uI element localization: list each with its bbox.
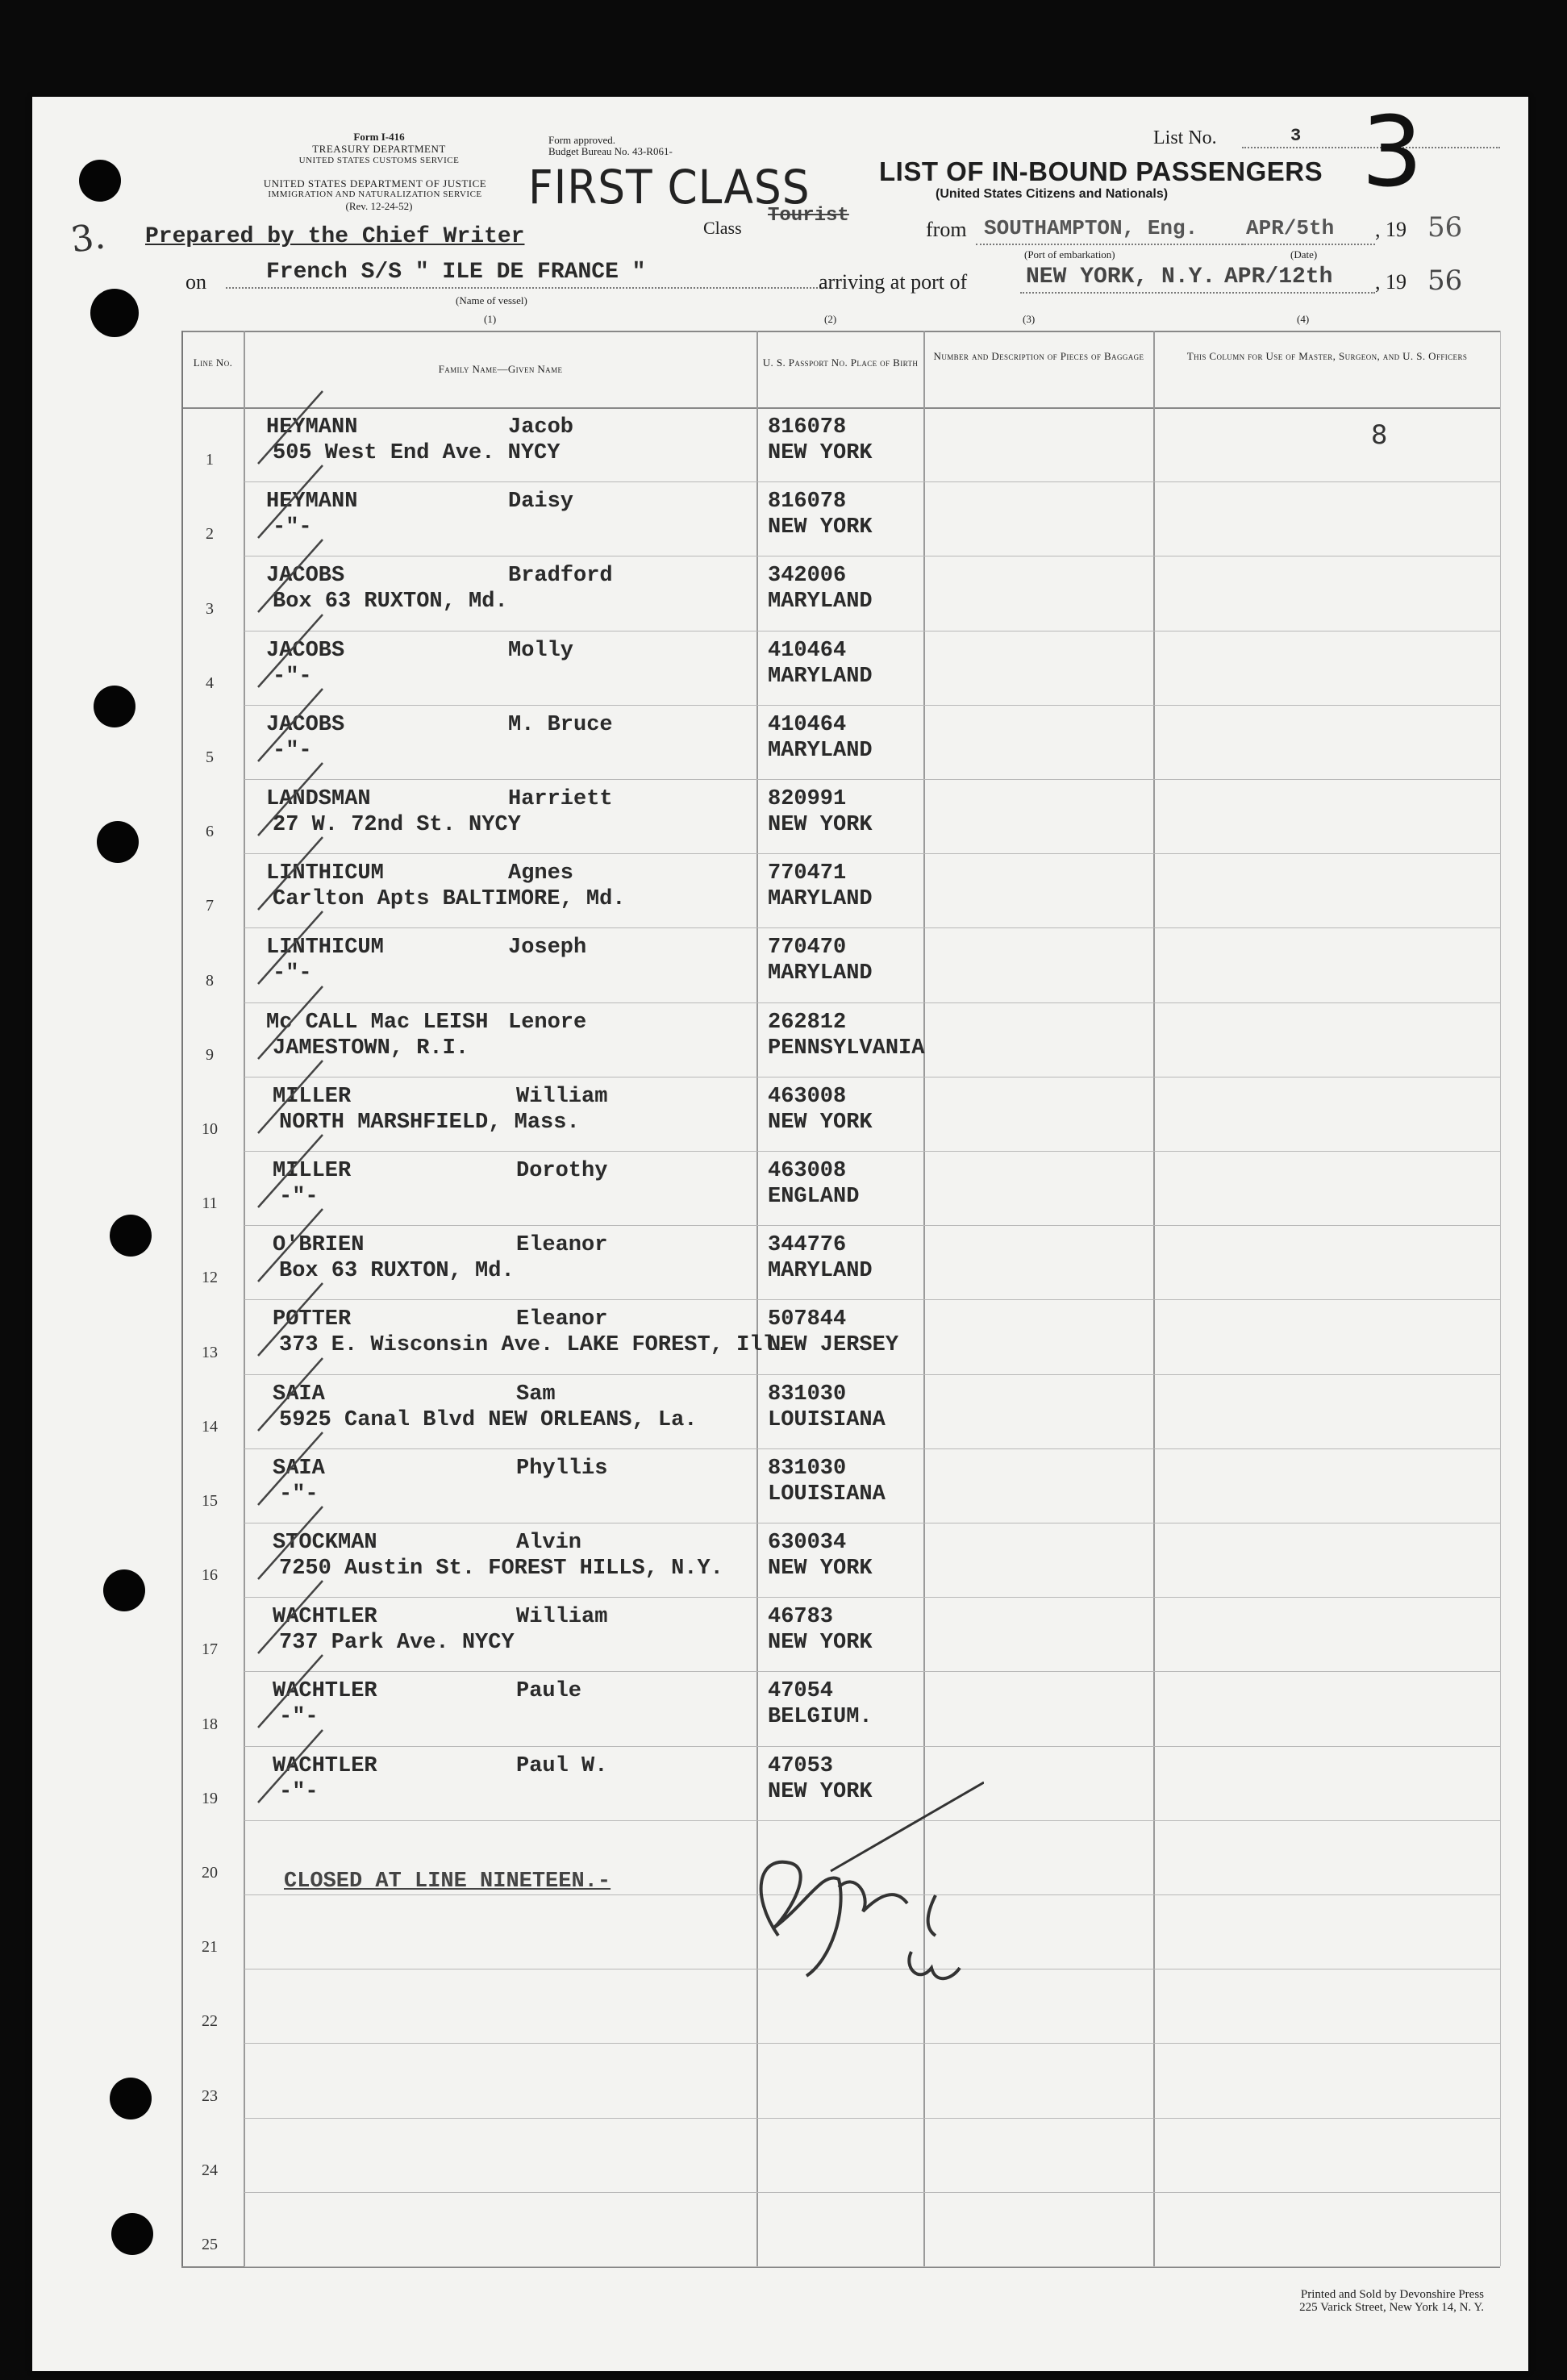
place-of-birth: NEW YORK [768,515,873,540]
passport-number: 463008 [768,1159,847,1183]
place-of-birth: LOUISIANA [768,1482,886,1507]
binder-hole [79,160,121,202]
passport-number: 410464 [768,712,847,737]
line-number: 10 [202,1120,218,1138]
officer-note: 8 [1371,419,1388,450]
printer-line-2: 225 Varick Street, New York 14, N. Y. [1299,2301,1484,2314]
place-of-birth: MARYLAND [768,887,873,912]
form-number: Form I-416 [353,131,405,143]
binder-hole [97,821,139,863]
family-name: HEYMANN [266,490,358,515]
family-name: SAIA [273,1382,325,1407]
customs-service: UNITED STATES CUSTOMS SERVICE [298,156,460,165]
address: -"- [273,738,312,763]
address: 373 E. Wisconsin Ave. LAKE FOREST, Ill. [279,1333,789,1358]
binder-hole [94,686,135,727]
line-number: 13 [202,1343,218,1361]
given-name: Paule [516,1679,582,1704]
line-number: 6 [206,823,214,841]
line-number: 1 [206,451,214,469]
column-number-1: (1) [484,313,497,325]
given-name: M. Bruce [508,712,613,737]
given-name: Molly [508,638,574,663]
column-number-4: (4) [1297,313,1310,325]
line-number: 25 [202,2236,218,2253]
given-name: Sam [516,1382,556,1407]
row-divider [244,705,1500,706]
column-number-2: (2) [824,313,837,325]
family-name: MILLER [273,1159,352,1183]
passport-number: 816078 [768,490,847,515]
row-divider [244,1299,1500,1300]
form-approved: Form approved. [548,134,616,146]
line-number: 22 [202,2012,218,2031]
budget-bureau: Budget Bureau No. 43-R061- [548,145,673,157]
family-name: Mc CALL Mac LEISH [266,1010,489,1035]
line-number: 23 [202,2086,218,2105]
family-name: WACHTLER [273,1605,377,1630]
binder-hole [90,289,139,337]
line-number: 3 [206,599,214,618]
binder-hole [110,1215,152,1257]
line-number: 18 [202,1715,218,1733]
line-number: 19 [202,1789,218,1807]
family-name: LANDSMAN [266,787,371,811]
given-name: Jacob [508,415,574,440]
given-name: William [516,1605,608,1630]
family-name: SAIA [273,1456,325,1481]
row-divider [244,1671,1500,1672]
place-of-birth: MARYLAND [768,664,873,689]
family-name: MILLER [273,1084,352,1109]
row-divider [244,2043,1500,2044]
address: Box 63 RUXTON, Md. [273,590,508,615]
family-name: HEYMANN [266,415,358,440]
passport-number: 831030 [768,1382,847,1407]
embarkation-date: APR/5th [1246,216,1335,240]
row-divider [244,2118,1500,2119]
place-of-birth: MARYLAND [768,1259,873,1284]
vessel-caption: (Name of vessel) [456,294,527,306]
line-number: 4 [206,673,214,692]
treasury-department: TREASURY DEPARTMENT [312,143,446,155]
family-name: O'BRIEN [273,1233,365,1258]
row-divider [244,2266,1500,2267]
line-number: 24 [202,2161,218,2179]
first-class-stamp: FIRST CLASS [528,160,811,215]
given-name: Eleanor [516,1233,608,1258]
year-prefix-2: , 19 [1375,270,1407,294]
list-title: LIST OF IN-BOUND PASSENGERS [879,156,1323,186]
line-number: 9 [206,1045,214,1064]
list-no-typed: 3 [1290,126,1302,146]
family-name: JACOBS [266,564,345,589]
port-embark-caption: (Port of embarkation) [1024,248,1115,261]
passport-number: 816078 [768,415,847,440]
row-divider [244,927,1500,928]
binder-hole [111,2213,153,2255]
line-number: 16 [202,1566,218,1585]
address: NORTH MARSHFIELD, Mass. [279,1110,580,1135]
header-passport: U. S. Passport No. Place of Birth [762,356,919,369]
family-name: POTTER [273,1307,352,1332]
header-baggage: Number and Description of Pieces of Baggage [933,350,1144,362]
line-number: 17 [202,1640,218,1659]
passport-number: 820991 [768,787,847,811]
place-of-birth: MARYLAND [768,738,873,763]
place-of-birth: MARYLAND [768,961,873,986]
arrival-port: NEW YORK, N.Y. [1026,265,1216,290]
address: 5925 Canal Blvd NEW ORLEANS, La. [279,1407,698,1432]
address: 27 W. 72nd St. NYCY [273,813,521,837]
place-of-birth: NEW YORK [768,1779,873,1804]
header-name: Family Name—Given Name [438,363,563,375]
line-number: 14 [202,1417,218,1436]
address: -"- [279,1185,319,1209]
printer-line-1: Printed and Sold by Devonshire Press [1300,2288,1484,2301]
passport-number: 342006 [768,564,847,589]
given-name: Harriett [508,787,613,811]
place-of-birth: NEW YORK [768,1557,873,1581]
row-divider [244,1597,1500,1598]
family-name: LINTHICUM [266,936,384,961]
passport-number: 770470 [768,936,847,961]
vessel-name: French S/S " ILE DE FRANCE " [266,260,646,285]
passport-number: 831030 [768,1456,847,1481]
family-name: JACOBS [266,712,345,737]
given-name: Alvin [516,1531,582,1555]
line-number: 2 [206,525,214,544]
class-typed: Tourist [768,205,849,227]
class-label: Class [703,218,742,238]
line-number: 12 [202,1269,218,1287]
place-of-birth: NEW YORK [768,1110,873,1135]
place-of-birth: NEW YORK [768,441,873,465]
address: Box 63 RUXTON, Md. [279,1259,515,1284]
line-number: 8 [206,971,214,990]
place-of-birth: NEW JERSEY [768,1333,899,1358]
family-name: LINTHICUM [266,861,384,886]
list-no-big: 3 [1361,97,1423,209]
row-divider [244,1151,1500,1152]
line-number: 5 [206,748,214,766]
revision-date: (Rev. 12-24-52) [345,200,413,212]
on-label: on [185,270,206,294]
address: 737 Park Ave. NYCY [279,1631,515,1656]
header-officers: This Column for Use of Master, Surgeon, and U. S. Officers [1186,350,1468,362]
passport-number: 770471 [768,861,847,886]
address: -"- [273,961,312,986]
passport-number: 47054 [768,1679,834,1704]
address: -"- [273,664,312,689]
row-divider [244,853,1500,854]
check-mark [242,1722,339,1811]
row-divider [244,1374,1500,1375]
row-divider [244,1002,1500,1003]
place-of-birth: MARYLAND [768,590,873,615]
passport-number: 47053 [768,1753,834,1778]
place-of-birth: BELGIUM. [768,1705,873,1730]
given-name: Agnes [508,861,574,886]
address: 505 West End Ave. NYCY [273,441,561,465]
row-divider [244,1746,1500,1747]
binder-hole [110,2078,152,2119]
arrival-date: APR/12th [1224,265,1333,290]
family-name: WACHTLER [273,1679,377,1704]
place-of-birth: NEW YORK [768,813,873,837]
annotation-mark: 3. [68,215,108,261]
address: -"- [279,1705,319,1730]
year-prefix-1: , 19 [1375,218,1407,241]
given-name: Paul W. [516,1753,608,1778]
place-of-birth: LOUISIANA [768,1407,886,1432]
line-number: 7 [206,897,214,915]
row-divider [244,1448,1500,1449]
address: 7250 Austin St. FOREST HILLS, N.Y. [279,1557,723,1581]
given-name: Bradford [508,564,613,589]
line-number: 20 [202,1864,218,1882]
column-number-3: (3) [1023,313,1036,325]
family-name: WACHTLER [273,1753,377,1778]
family-name: JACOBS [266,638,345,663]
given-name: Joseph [508,936,587,961]
given-name: William [516,1084,608,1109]
address: Carlton Apts BALTIMORE, Md. [273,887,626,912]
address: -"- [279,1482,319,1507]
address: JAMESTOWN, R.I. [273,1036,469,1061]
place-of-birth: NEW YORK [768,1631,873,1656]
list-no-label: List No. [1153,127,1217,148]
given-name: Dorothy [516,1159,608,1183]
manifest-page [32,97,1528,2371]
header-line-no: Line No. [193,356,233,369]
arriving-label: arriving at port of [819,270,968,294]
passport-number: 630034 [768,1531,847,1555]
place-of-birth: ENGLAND [768,1185,860,1209]
year-1: 56 [1427,211,1463,244]
passport-number: 262812 [768,1010,847,1035]
passport-number: 344776 [768,1233,847,1258]
family-name: STOCKMAN [273,1531,377,1555]
passport-number: 507844 [768,1307,847,1332]
row-divider [244,779,1500,780]
port-of-embarkation: SOUTHAMPTON, Eng. [984,216,1198,240]
passport-number: 463008 [768,1084,847,1109]
passport-number: 410464 [768,638,847,663]
row-divider [244,481,1500,482]
department-of-justice: UNITED STATES DEPARTMENT OF JUSTICE [263,177,487,190]
row-divider [244,2192,1500,2193]
given-name: Eleanor [516,1307,608,1332]
binder-hole [103,1569,145,1611]
from-label: from [926,218,967,241]
passport-number: 46783 [768,1605,834,1630]
line-number: 11 [202,1194,218,1213]
date-caption: (Date) [1290,248,1318,261]
given-name: Lenore [508,1010,587,1035]
list-subtitle: (United States Citizens and Nationals) [936,187,1169,201]
address: -"- [273,515,312,540]
given-name: Daisy [508,490,574,515]
line-number: 15 [202,1492,218,1510]
year-2: 56 [1427,265,1463,297]
place-of-birth: PENNSYLVANIA [768,1036,925,1061]
immigration-service: IMMIGRATION AND NATURALIZATION SERVICE [268,190,482,199]
line-number: 21 [202,1938,218,1957]
closed-note: CLOSED AT LINE NINETEEN.- [284,1869,611,1894]
prepared-by: Prepared by the Chief Writer [145,224,525,249]
inspector-signature [718,1774,984,2016]
given-name: Phyllis [516,1456,608,1481]
row-divider [244,1225,1500,1226]
address: -"- [279,1779,319,1804]
